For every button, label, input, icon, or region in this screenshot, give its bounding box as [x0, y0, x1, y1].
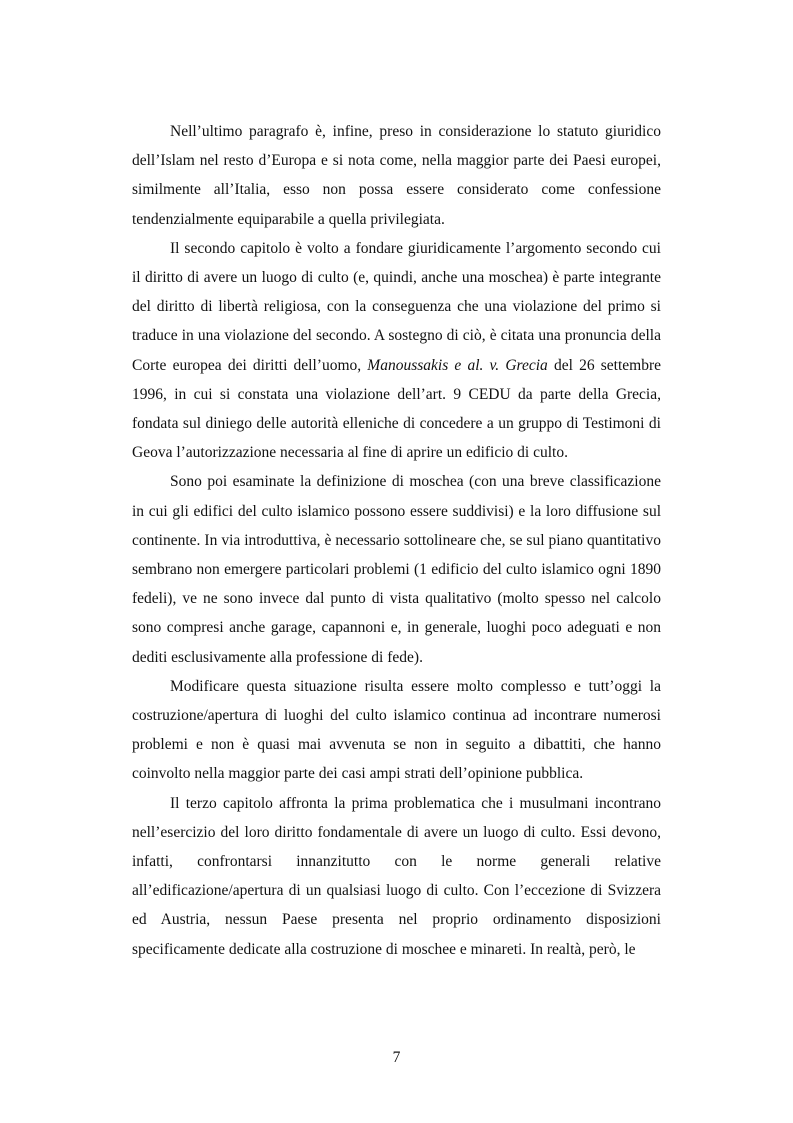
paragraph-3	[132, 467, 661, 671]
paragraph-1-text: Nell’ultimo paragrafo è, infine, preso in considerazione lo statuto giuridico dell’Islam nel resto d’Europa e si nota come, nella maggior parte dei Paesi europei, similmente all’Italia, esso non possa essere considerato come confessione tendenzialmente equiparabile a quella privilegiata.	[132, 123, 661, 228]
paragraph-2	[132, 234, 661, 468]
page-body	[132, 117, 661, 964]
paragraph-5	[132, 789, 661, 964]
paragraph-4-text: Modificare questa situazione risulta essere molto complesso e tutt’oggi la costruzione/apertura di luoghi del culto islamico continua ad incontrare numerosi problemi e non è quasi mai avvenuta se non in seguito a dibattiti, che hanno coinvolto nella maggior parte dei casi ampi strati dell’opinione pubblica.	[132, 677, 661, 783]
paragraph-2-text-b: del 26 settembre 1996, in cui si constata una violazione dell’art. 9 CEDU da parte della Grecia, fondata sul diniego delle autorità elleniche di concedere a un gruppo di Testimoni di Geova l’autorizzazione necessaria al fine di aprire un edificio di culto.	[132, 356, 661, 462]
paragraph-4	[132, 672, 661, 789]
page-number: 7	[392, 1049, 401, 1066]
paragraph-2-text-a: Il secondo capitolo è volto a fondare giuridicamente l’argomento secondo cui il diritto di avere un luogo di culto (e, quindi, anche una moschea) è parte integrante del diritto di libertà religiosa, con la conseguenza che una violazione del primo si traduce in una violazione del secondo. A sostegno di ciò, è citata una pronuncia della Corte europea dei diritti dell’uomo,	[132, 239, 661, 374]
paragraph-5-text: Il terzo capitolo affronta la prima problematica che i musulmani incontrano nell’esercizio del loro diritto fondamentale di avere un luogo di culto. Essi devono, infatti, confrontarsi innanzitutto con le norme generali relative all’edificazione/apertura di un qualsiasi luogo di culto. Con l’eccezione di Svizzera ed Austria, nessun Paese presenta nel proprio ordinamento disposizioni specificamente dedicate alla costruzione di moschee e minareti. In realtà, però, le	[132, 794, 661, 958]
paragraph-1	[132, 117, 661, 234]
paragraph-3-text: Sono poi esaminate la definizione di moschea (con una breve classificazione in cui gli edifici del culto islamico possono essere suddivisi) e la loro diffusione sul continente. In via introduttiva, è necessario sottolineare che, se sul piano quantitativo sembrano non emergere particolari problemi (1 edificio del culto islamico ogni 1890 fedeli), ve ne sono invece dal punto di vista qualitativo (molto spesso nel calcolo sono compresi anche garage, capannoni e, in generale, luoghi poco adeguati e non dediti esclusivamente alla professione di fede).	[132, 473, 661, 666]
case-citation: Manoussakis e al. v. Grecia	[367, 356, 548, 374]
